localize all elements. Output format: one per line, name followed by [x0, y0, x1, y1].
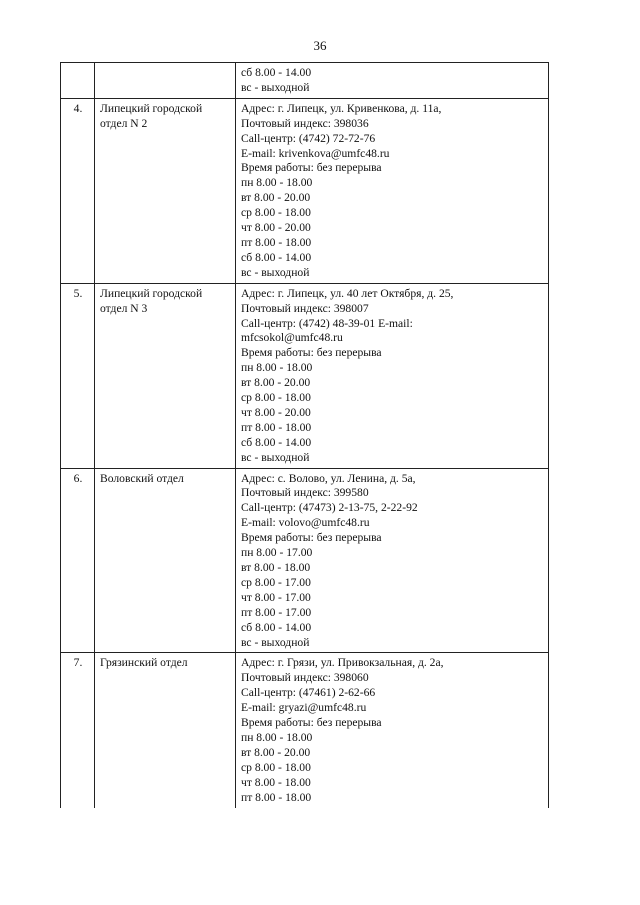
- detail-line: сб 8.00 - 14.00: [241, 66, 312, 79]
- detail-line: пт 8.00 - 18.00: [241, 235, 312, 249]
- detail-line: Call-центр: (47473) 2-13-75, 2-22-92: [241, 501, 418, 515]
- detail-line: E-mail: gryazi@umfc48.ru: [241, 701, 367, 715]
- detail-line: E-mail: volovo@umfc48.ru: [241, 516, 370, 530]
- detail-line: mfcsokol@umfc48.ru: [241, 331, 343, 345]
- detail-line: Адрес: г. Грязи, ул. Привокзальная, д. 2а,: [241, 656, 444, 670]
- office-details-cell: [236, 98, 549, 283]
- office-name-cell: Липецкий городской отдел N 2: [95, 98, 236, 283]
- table-row: [61, 98, 549, 283]
- detail-line: вт 8.00 - 18.00: [241, 561, 311, 574]
- detail-line: сб 8.00 - 14.00: [241, 435, 312, 449]
- detail-line: чт 8.00 - 20.00: [241, 405, 311, 419]
- detail-line: пт 8.00 - 17.00: [241, 605, 312, 619]
- table-row: [61, 63, 549, 99]
- office-details-cell: [236, 63, 549, 99]
- detail-line: ср 8.00 - 18.00: [241, 391, 311, 405]
- office-details-cell: [236, 468, 549, 653]
- detail-line: вт 8.00 - 20.00: [241, 191, 311, 205]
- office-name-cell: Воловский отдел: [95, 468, 236, 653]
- detail-line: Время работы: без перерыва: [241, 531, 382, 545]
- office-name-cell: Липецкий городской отдел N 3: [95, 283, 236, 468]
- detail-line: вс - выходной: [241, 635, 310, 649]
- row-number-cell: 5.: [61, 283, 95, 468]
- detail-line: вс - выходной: [241, 265, 310, 279]
- table-row: [61, 468, 549, 653]
- row-number-cell: 4.: [61, 98, 95, 283]
- detail-line: вс - выходной: [241, 450, 310, 464]
- detail-line: Время работы: без перерыва: [241, 346, 382, 360]
- detail-line: Call-центр: (4742) 72-72-76: [241, 131, 376, 145]
- detail-line: Время работы: без перерыва: [241, 716, 382, 730]
- row-number-cell: 7.: [61, 653, 95, 808]
- detail-line: пт 8.00 - 18.00: [241, 790, 312, 804]
- detail-line: пт 8.00 - 18.00: [241, 420, 312, 434]
- detail-line: чт 8.00 - 20.00: [241, 221, 311, 235]
- table-row: [61, 283, 549, 468]
- detail-line: Почтовый индекс: 398007: [241, 301, 369, 315]
- row-number-cell: [61, 63, 95, 99]
- detail-line: ср 8.00 - 18.00: [241, 760, 311, 774]
- detail-line: Call-центр: (4742) 48-39-01 E-mail:: [241, 316, 413, 330]
- office-name-cell: Грязинский отдел: [95, 653, 236, 808]
- office-details-cell: [236, 653, 549, 808]
- detail-line: пн 8.00 - 18.00: [241, 176, 313, 190]
- office-name-cell: [95, 63, 236, 99]
- detail-line: вт 8.00 - 20.00: [241, 745, 311, 759]
- detail-line: пн 8.00 - 18.00: [241, 361, 313, 375]
- detail-line: вт 8.00 - 20.00: [241, 376, 311, 390]
- detail-line: ср 8.00 - 18.00: [241, 206, 311, 220]
- detail-line: чт 8.00 - 17.00: [241, 590, 311, 604]
- detail-line: Почтовый индекс: 399580: [241, 486, 369, 500]
- detail-line: Адрес: г. Липецк, ул. Кривенкова, д. 11а,: [241, 101, 442, 115]
- detail-line: сб 8.00 - 14.00: [241, 250, 312, 264]
- detail-line: Время работы: без перерыва: [241, 161, 382, 175]
- detail-line: Почтовый индекс: 398036: [241, 116, 369, 130]
- detail-line: Почтовый индекс: 398060: [241, 671, 369, 685]
- table-row: [61, 653, 549, 808]
- office-details-cell: [236, 283, 549, 468]
- detail-line: Call-центр: (47461) 2-62-66: [241, 686, 376, 700]
- detail-line: Адрес: с. Волово, ул. Ленина, д. 5а,: [241, 471, 416, 485]
- detail-line: пн 8.00 - 18.00: [241, 730, 313, 744]
- detail-line: E-mail: krivenkova@umfc48.ru: [241, 146, 390, 160]
- detail-line: вс - выходной: [241, 80, 310, 94]
- page-number: 36: [313, 38, 327, 53]
- detail-line: пн 8.00 - 17.00: [241, 546, 313, 560]
- row-number-cell: 6.: [61, 468, 95, 653]
- detail-line: ср 8.00 - 17.00: [241, 575, 311, 589]
- offices-table: [60, 62, 549, 808]
- detail-line: чт 8.00 - 18.00: [241, 775, 311, 789]
- offices-table-body: [61, 63, 549, 808]
- detail-line: сб 8.00 - 14.00: [241, 620, 312, 634]
- detail-line: Адрес: г. Липецк, ул. 40 лет Октября, д. 25,: [241, 286, 454, 300]
